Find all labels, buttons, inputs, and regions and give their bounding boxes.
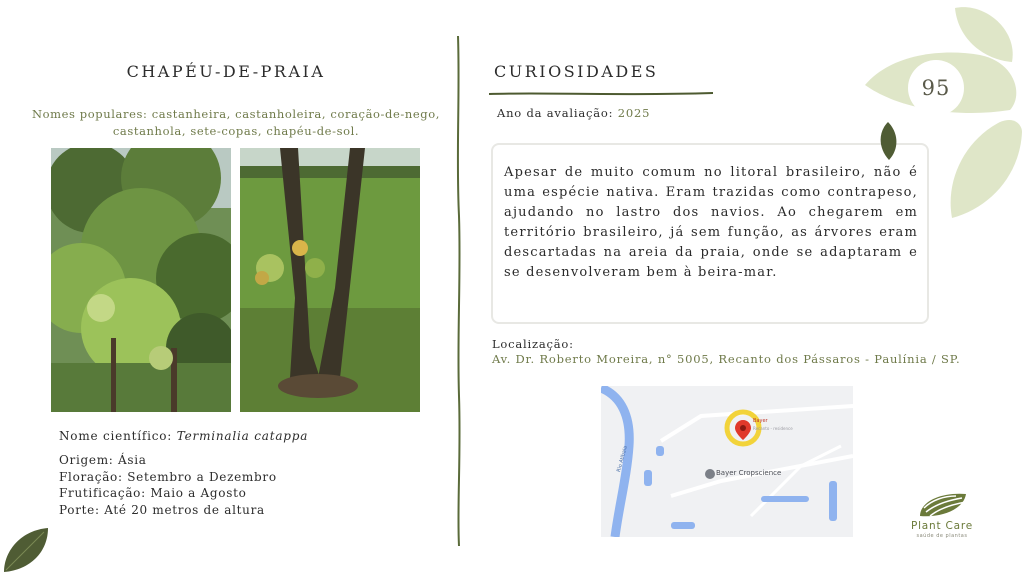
map-pin-label: Bayer xyxy=(753,418,768,424)
scientific-name: Nome científico: Terminalia catappa xyxy=(59,429,309,443)
leaf-icon xyxy=(0,526,52,576)
popular-names: Nomes populares: castanheira, castanholeira, coração-de-nego, castanhola, sete-copas, chapéu-de-sol. xyxy=(31,107,441,138)
fact-size: Porte: Até 20 metros de altura xyxy=(59,502,265,517)
facts-list xyxy=(59,452,277,518)
column-divider xyxy=(452,36,466,546)
evaluation-year: Ano da avaliação: 2025 xyxy=(497,106,651,120)
location-label: Localização: xyxy=(492,337,574,351)
species-title: CHAPÉU-DE-PRAIA xyxy=(126,62,326,81)
fact-origin: Origem: Ásia xyxy=(59,453,147,467)
page-number-badge: 95 xyxy=(908,60,964,116)
scientific-name-value: Terminalia catappa xyxy=(176,429,309,443)
location-address: Av. Dr. Roberto Moreira, n° 5005, Recanto dos Pássaros - Paulínia / SP. xyxy=(492,352,961,366)
map-pin-sublabel: Recanto - residence xyxy=(753,426,793,431)
section-title: CURIOSIDADES xyxy=(494,62,659,81)
curiosity-text: Apesar de muito comum no litoral brasileiro, não é uma espécie nativa. Eram trazidas como contrapeso, ajudando no lastro dos navios. Ao chegarem em território brasileiro, já sem função, as árvores eram descartadas na areia da praia, onde se adaptaram e se desenvolveram bem à beira-mar. xyxy=(504,165,918,280)
fact-fruiting: Frutificação: Maio a Agosto xyxy=(59,486,247,501)
tree-canopy-photo xyxy=(51,148,231,412)
tree-trunk-photo xyxy=(240,148,420,412)
evaluation-year-value: 2025 xyxy=(617,106,651,120)
fact-flowering: Floração: Setembro a Dezembro xyxy=(59,469,277,484)
logo-tagline: saúde de plantas xyxy=(916,533,968,539)
location-map[interactable] xyxy=(601,386,853,537)
title-underline xyxy=(489,84,713,92)
map-place-label: Bayer Cropscience xyxy=(716,469,782,477)
map-river-label: Rio Atibaia xyxy=(616,445,629,473)
logo-name: Plant Care xyxy=(910,520,974,532)
